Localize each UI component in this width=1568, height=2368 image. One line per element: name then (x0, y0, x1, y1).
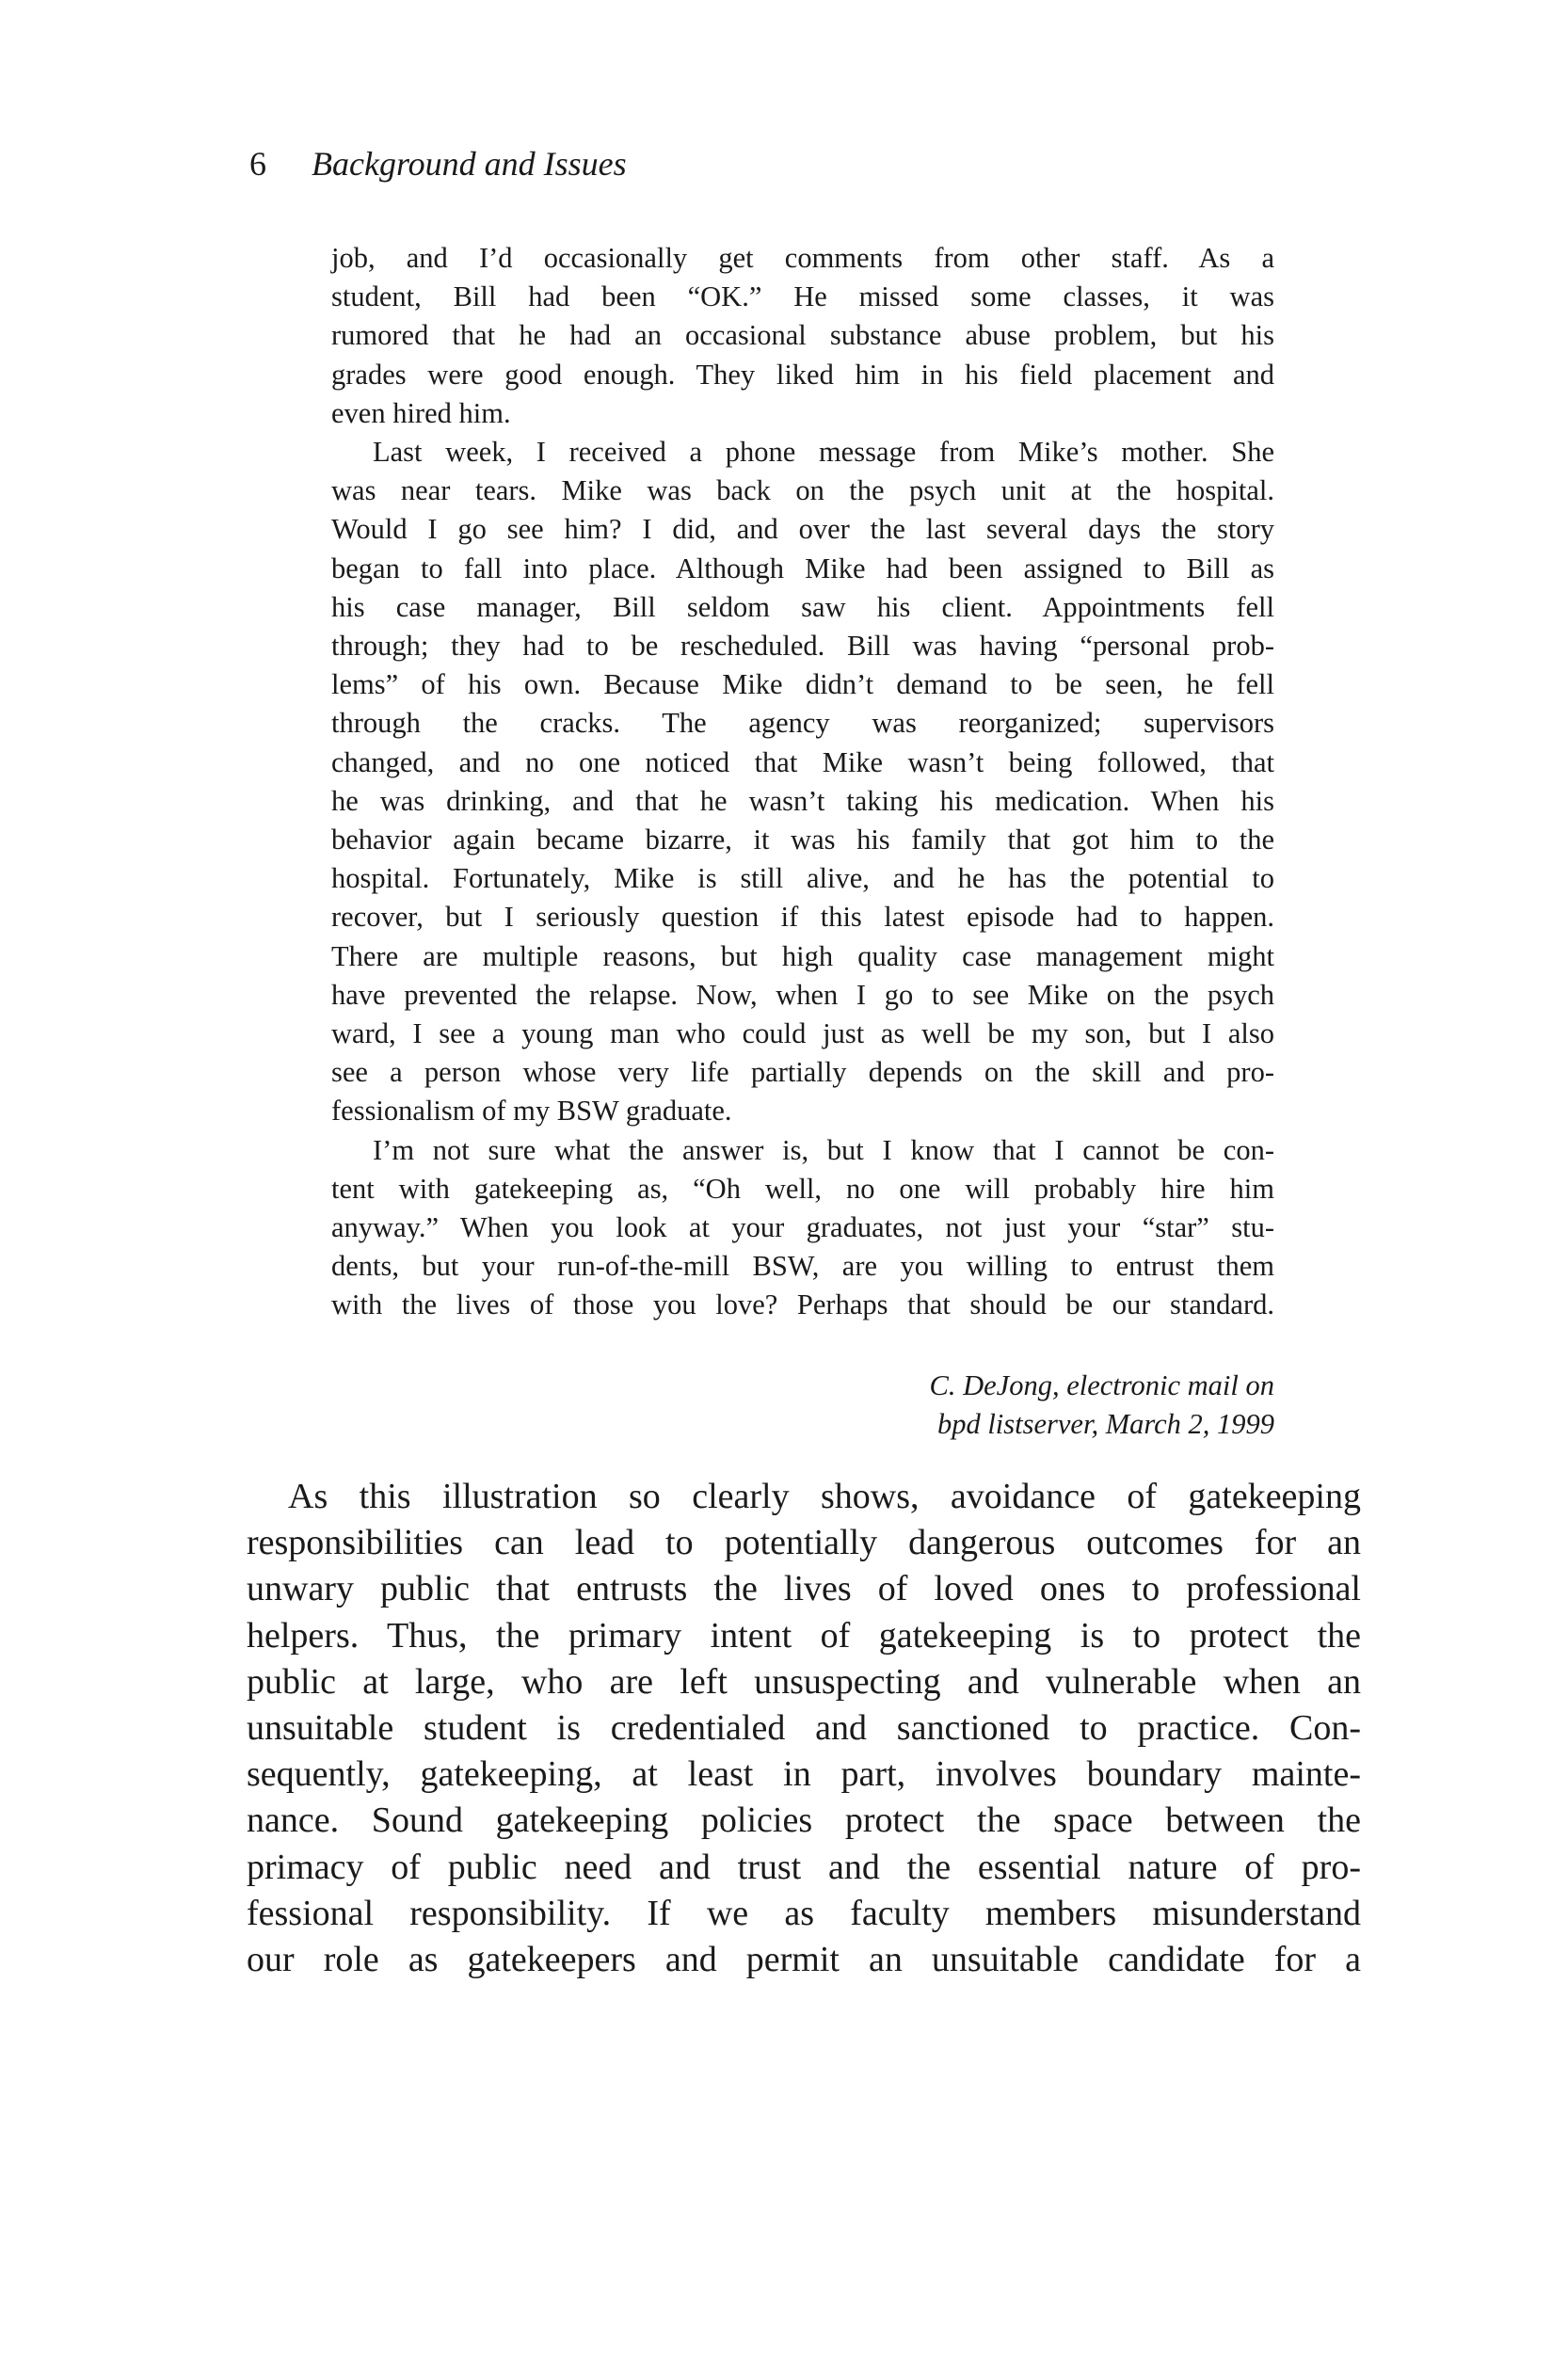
attribution-line-1: C. DeJong, electronic mail on (929, 1369, 1274, 1401)
text-line: nance. Sound gatekeeping policies protect the space between the (247, 1800, 1361, 1841)
text-line: public at large, who are left unsuspecting and vulnerable when an (247, 1661, 1361, 1702)
text-line: responsibilities can lead to potentially dangerous outcomes for an (247, 1523, 1361, 1563)
text-line: have prevented the relapse. Now, when I go to see Mike on the psych (331, 978, 1274, 1011)
text-line: dents, but your run-of-the-mill BSW, are you willing to entrust them (331, 1250, 1274, 1283)
text-line: sequently, gatekeeping, at least in part, involves boundary mainte- (247, 1754, 1361, 1795)
text-line: rumored that he had an occasional substance abuse problem, but his (331, 319, 1274, 352)
text-line: Would I go see him? I did, and over the last several days the story (331, 513, 1274, 546)
text-line: he was drinking, and that he wasn’t taking his medication. When his (331, 784, 1274, 817)
text-line: anyway.” When you look at your graduates, not just your “star” stu- (331, 1211, 1274, 1244)
text-line: job, and I’d occasionally get comments from other staff. As a (331, 242, 1274, 274)
text-line: see a person whose very life partially depends on the skill and pro- (331, 1056, 1274, 1089)
text-line: unsuitable student is credentialed and sanctioned to practice. Con- (247, 1708, 1361, 1749)
text-line: with the lives of those you love? Perhaps that should be our standard. (331, 1288, 1274, 1321)
text-line: student, Bill had been “OK.” He missed some classes, it was (331, 280, 1274, 313)
text-line: changed, and no one noticed that Mike wasn’t being followed, that (331, 745, 1274, 778)
text-line: behavior again became bizarre, it was his family that got him to the (331, 824, 1274, 856)
extract-attribution (930, 1367, 1274, 1444)
running-head-title: Background and Issues (312, 145, 627, 183)
text-line: through; they had to be rescheduled. Bill was having “personal prob- (331, 630, 1274, 663)
text-line: began to fall into place. Although Mike had been assigned to Bill as (331, 552, 1274, 584)
text-line: tent with gatekeeping as, “Oh well, no one will probably hire him (331, 1172, 1274, 1205)
text-line: fessional responsibility. If we as faculty members misunderstand (247, 1893, 1361, 1933)
text-line: fessionalism of my BSW graduate. (331, 1095, 732, 1128)
block-quote-extract (331, 239, 1274, 1325)
extract-paragraph-3 (331, 1131, 1274, 1325)
page-number: 6 (249, 145, 266, 183)
text-line: ward, I see a young man who could just as well be my son, but I also (331, 1017, 1274, 1050)
text-line: hospital. Fortunately, Mike is still alive, and he has the potential to (331, 862, 1274, 895)
text-line: primacy of public need and trust and the essential nature of pro- (247, 1847, 1361, 1887)
text-line: helpers. Thus, the primary intent of gatekeeping is to protect the (247, 1615, 1361, 1656)
text-line: As this illustration so clearly shows, avoidance of gatekeeping (288, 1477, 1361, 1516)
text-line: his case manager, Bill seldom saw his client. Appointments fell (331, 590, 1274, 623)
text-line: Last week, I received a phone message from Mike’s mother. She (373, 436, 1274, 469)
running-head (249, 143, 627, 184)
text-line: grades were good enough. They liked him in his field placement and (331, 358, 1274, 391)
attribution-line-2: bpd listserver, March 2, 1999 (936, 1408, 1274, 1440)
text-line: was near tears. Mike was back on the psych unit at the hospital. (331, 474, 1274, 507)
body-paragraph (247, 1474, 1361, 1983)
text-line: recover, but I seriously question if this latest episode had to happen. (331, 901, 1274, 934)
text-line: lems” of his own. Because Mike didn’t demand to be seen, he fell (331, 668, 1274, 701)
text-line: There are multiple reasons, but high quality case management might (331, 939, 1274, 972)
text-line: through the cracks. The agency was reorganized; supervisors (331, 707, 1274, 740)
text-line: I’m not sure what the answer is, but I know that I cannot be con- (373, 1133, 1274, 1166)
text-line: even hired him. (331, 396, 511, 429)
text-line: unwary public that entrusts the lives of loved ones to professional (247, 1569, 1361, 1609)
text-line: our role as gatekeepers and permit an unsuitable candidate for a (247, 1940, 1361, 1980)
extract-paragraph-2 (331, 433, 1274, 1131)
extract-paragraph-1 (331, 239, 1274, 433)
